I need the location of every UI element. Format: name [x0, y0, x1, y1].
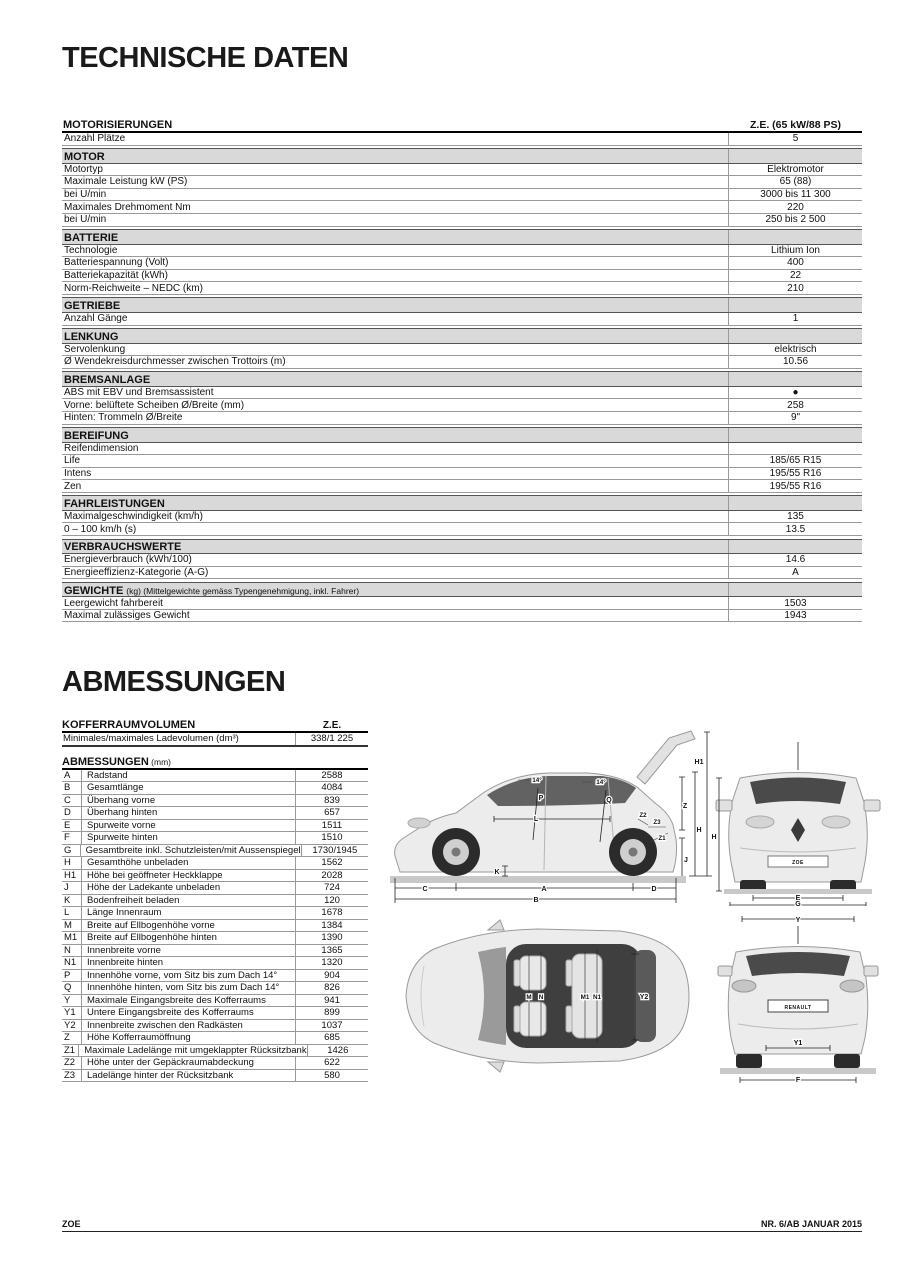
side-label-c: C — [422, 886, 428, 893]
section-value-cell — [728, 540, 862, 554]
section-value-cell — [728, 329, 862, 343]
spec-row — [62, 455, 862, 468]
spec-row-value — [728, 443, 862, 455]
taillight-left — [732, 980, 756, 992]
dimension-key: Z — [62, 1032, 82, 1044]
spec-row-label: bei U/min — [64, 214, 107, 226]
spec-row-label: Batteriekapazität (kWh) — [64, 270, 168, 282]
section-title: FAHRLEISTUNGEN — [64, 498, 165, 511]
side-label-l: L — [533, 816, 539, 823]
spec-row-label: Energieeffizienz-Kategorie (A-G) — [64, 566, 209, 578]
dimension-key: N — [62, 945, 82, 957]
spec-row-label: Motortyp — [64, 163, 103, 175]
spec-row-label: Vorne: belüftete Scheiben Ø/Breite (mm) — [64, 399, 245, 411]
dimension-label: Gesamtlänge — [87, 782, 144, 794]
spec-header-value: Z.E. (65 kW/88 PS) — [749, 119, 842, 131]
dimension-row-g — [62, 845, 368, 858]
section-header-verbrauchswerte — [62, 539, 862, 555]
dimension-label: Überhang hinten — [87, 807, 158, 819]
section-header-getriebe — [62, 297, 862, 313]
rear-window — [746, 952, 850, 976]
open-tailgate — [637, 731, 695, 784]
dimension-value: 2588 — [295, 770, 368, 782]
side-label-a: A — [541, 886, 547, 893]
dimension-value: 622 — [295, 1057, 368, 1069]
section-title: BREMSANLAGE — [64, 373, 151, 386]
dimension-key: D — [62, 807, 82, 819]
spec-row-value: 1943 — [728, 610, 862, 622]
spec-row-value: 195/55 R16 — [728, 480, 862, 492]
dimension-table-body — [62, 770, 368, 1083]
side-label-p: P — [538, 795, 544, 802]
ground-strip — [724, 889, 872, 894]
dimension-key: M1 — [62, 932, 82, 944]
dimension-value: 1510 — [295, 832, 368, 844]
dimension-row-a — [62, 770, 368, 783]
spec-row-value: 1 — [728, 313, 862, 325]
dimension-label: Höhe bei geöffneter Heckklappe — [87, 869, 223, 881]
spec-row-label: ABS mit EBV und Bremsassistent — [64, 387, 214, 399]
section-header-bereifung — [62, 427, 862, 443]
section-value-cell — [728, 372, 862, 386]
dimension-value: 2028 — [295, 870, 368, 882]
spec-row-label: Batteriespannung (Volt) — [64, 257, 169, 269]
dimension-row-f — [62, 832, 368, 845]
section-title: BATTERIE — [64, 231, 119, 244]
side-label-z2: Z2 — [639, 812, 647, 819]
spec-row-value: 210 — [728, 282, 862, 294]
dimension-label: Innenbreite zwischen den Radkästen — [87, 1019, 243, 1031]
top-label-n: N — [538, 994, 544, 1001]
top-label-y2: Y2 — [639, 994, 649, 1001]
rear-label-y: Y — [795, 917, 801, 924]
spec-row — [62, 399, 862, 412]
dimension-value: 4084 — [295, 782, 368, 794]
spec-row-label: Life — [64, 455, 81, 467]
side-label-z: Z — [682, 803, 688, 810]
dimension-label: Höhe der Ladekante unbeladen — [87, 882, 221, 894]
dimension-key: Z2 — [62, 1057, 82, 1069]
section-title: LENKUNG — [64, 330, 119, 343]
spec-row-label: Technologie — [64, 244, 118, 256]
spec-row — [62, 313, 862, 326]
spec-row-value: 185/65 R15 — [728, 455, 862, 467]
spec-row-label: Hinten: Trommeln Ø/Breite — [64, 412, 183, 424]
spec-row — [62, 480, 862, 493]
spec-row-value: 9" — [728, 412, 862, 424]
section-value-cell — [728, 428, 862, 442]
kofferraum-header-value: Z.E. — [322, 720, 342, 731]
dimension-label: Spurweite vorne — [87, 819, 156, 831]
spec-table — [62, 117, 862, 622]
spec-header-label: MOTORISIERUNGEN — [63, 119, 173, 131]
dimension-value: 941 — [295, 995, 368, 1007]
mirror-top-right — [488, 1062, 504, 1072]
side-label-k: K — [494, 869, 500, 876]
spec-row — [62, 201, 862, 214]
spec-table-header — [62, 117, 862, 133]
spec-row — [62, 344, 862, 357]
dimension-row-k — [62, 895, 368, 908]
section-header-text — [62, 327, 728, 345]
spec-row-label: 0 – 100 km/h (s) — [64, 523, 137, 535]
spec-row — [62, 468, 862, 481]
front-label-h: H — [711, 834, 717, 841]
dimension-key: H — [62, 857, 82, 869]
spec-row-label: Ø Wendekreisdurchmesser zwischen Trottoirs (m) — [64, 356, 286, 368]
dimension-label: Maximale Ladelänge mit umgeklappter Rücksitzbank — [84, 1044, 307, 1056]
spec-row — [62, 511, 862, 524]
dimension-row-z1 — [62, 1045, 368, 1058]
spec-row — [62, 164, 862, 177]
abmessungen-header — [62, 753, 368, 770]
dimension-key: L — [62, 907, 82, 919]
dimension-row-c — [62, 795, 368, 808]
spec-row-value: elektrisch — [728, 344, 862, 356]
dimension-key: Y2 — [62, 1020, 82, 1032]
dimension-row-m — [62, 920, 368, 933]
top-label-m: M — [526, 994, 532, 1001]
dimension-row-z3 — [62, 1070, 368, 1083]
rear-wheel-right — [834, 1054, 860, 1068]
car-rear-view-diagram — [704, 906, 892, 1086]
dimension-label: Breite auf Ellbogenhöhe vorne — [87, 919, 215, 931]
rear-label-y1: Y1 — [793, 1040, 803, 1047]
dimension-key: N1 — [62, 957, 82, 969]
spec-row-value: 135 — [728, 511, 862, 523]
dimension-value: 657 — [295, 807, 368, 819]
section-value-cell — [728, 583, 862, 597]
spec-row-value: Lithium Ion — [728, 245, 862, 257]
dimension-value: 580 — [295, 1070, 368, 1082]
spec-row — [62, 597, 862, 610]
ground-strip — [390, 876, 686, 883]
section-header-bremsanlage — [62, 371, 862, 387]
side-label-b: B — [533, 897, 539, 904]
headlight-side — [408, 818, 430, 828]
section-title: MOTOR — [64, 150, 105, 163]
dimension-value: 685 — [295, 1032, 368, 1044]
dimension-value: 826 — [295, 982, 368, 994]
dimension-label: Länge Innenraum — [87, 907, 162, 919]
dimension-label: Gesamtbreite inkl. Schutzleisten/mit Aussenspiegel — [85, 844, 301, 856]
front-label-e: E — [795, 895, 801, 902]
spec-row-label: bei U/min — [64, 189, 107, 201]
mirror-top-left — [488, 920, 504, 930]
spec-row — [62, 133, 862, 146]
dimension-row-n — [62, 945, 368, 958]
page-title-technische-daten: TECHNISCHE DATEN — [62, 42, 349, 74]
dimension-value: 1678 — [295, 907, 368, 919]
car-front-view-diagram — [710, 740, 886, 906]
dimension-key: G — [62, 845, 81, 857]
taillight-right — [840, 980, 864, 992]
spec-row-value: Elektromotor — [728, 164, 862, 176]
dimension-value: 1365 — [295, 945, 368, 957]
spec-row-value: 220 — [728, 201, 862, 213]
section-value-cell — [728, 496, 862, 510]
spec-row — [62, 567, 862, 580]
spec-row-label: Energieverbrauch (kWh/100) — [64, 554, 192, 566]
dimension-value: 839 — [295, 795, 368, 807]
spec-row-label: Maximalgeschwindigkeit (km/h) — [64, 511, 203, 523]
spec-row-label: Anzahl Plätze — [64, 133, 126, 145]
footer-issue-info: NR. 6/AB JANUAR 2015 — [760, 1219, 862, 1229]
side-label-z3: Z3 — [653, 819, 661, 826]
volume-row-label: Minimales/maximales Ladevolumen (dm³) — [63, 733, 239, 745]
section-header-gewichte — [62, 582, 862, 598]
dimension-key: C — [62, 795, 82, 807]
rear-wheel — [609, 828, 657, 876]
dimension-label: Gesamthöhe unbeladen — [87, 857, 189, 869]
dimension-label: Innenhöhe hinten, vom Sitz bis zum Dach 14° — [87, 982, 280, 994]
rear-plate-text: RENAULT — [784, 1005, 812, 1011]
dimension-key: Z3 — [62, 1070, 82, 1082]
dimension-row-y — [62, 995, 368, 1008]
spec-row — [62, 554, 862, 567]
spec-row-value: 5 — [728, 133, 862, 145]
dimension-key: A — [62, 770, 82, 782]
section-value-cell — [728, 230, 862, 244]
dimension-key: H1 — [62, 870, 82, 882]
dimension-value: 1511 — [295, 820, 368, 832]
spec-row — [62, 214, 862, 227]
mirror-left — [718, 966, 732, 976]
section-header-text — [62, 296, 728, 314]
dimension-row-y2 — [62, 1020, 368, 1033]
spec-row — [62, 610, 862, 623]
dimension-key: J — [62, 882, 82, 894]
dimension-value: 1384 — [295, 920, 368, 932]
side-label-q: Q — [606, 797, 612, 804]
dimension-row-p — [62, 970, 368, 983]
spec-row-label: Anzahl Gänge — [64, 313, 128, 325]
section-header-text — [62, 370, 728, 388]
section-header-text — [62, 426, 728, 444]
spec-row-value: 13.5 — [728, 523, 862, 535]
spec-row — [62, 412, 862, 425]
dimension-row-j — [62, 882, 368, 895]
dimension-key: E — [62, 820, 82, 832]
spec-row-label: Servolenkung — [64, 343, 126, 355]
spec-row-label: Intens — [64, 467, 92, 479]
dimension-label: Höhe unter der Gepäckraumabdeckung — [87, 1057, 254, 1069]
dimension-label: Ladelänge hinter der Rücksitzbank — [87, 1069, 234, 1081]
headlight-left — [746, 816, 774, 828]
car-top-view-diagram — [388, 908, 694, 1084]
spec-row-value: 3000 bis 11 300 — [728, 189, 862, 201]
spec-row — [62, 245, 862, 258]
abmessungen-header-note: (mm) — [148, 756, 171, 767]
front-label-g: G — [795, 901, 801, 906]
section-header-text — [62, 537, 728, 555]
dimension-value: 1562 — [295, 857, 368, 869]
ground-strip — [720, 1068, 876, 1074]
section-note: (kg) (Mittelgewichte gemäss Typengenehmigung, inkl. Fahrer) — [126, 585, 360, 596]
spec-row — [62, 270, 862, 283]
rear-label-f: F — [795, 1077, 801, 1084]
dimension-row-z — [62, 1032, 368, 1045]
headlight-right — [822, 816, 850, 828]
side-label-h: H — [696, 827, 702, 834]
spec-row — [62, 443, 862, 456]
spec-row — [62, 257, 862, 270]
spec-table-body — [62, 133, 862, 622]
section-header-text — [62, 581, 728, 599]
spec-row — [62, 356, 862, 369]
dimension-label: Breite auf Ellbogenhöhe hinten — [87, 932, 217, 944]
dimension-label: Innenhöhe vorne, vom Sitz bis zum Dach 14° — [87, 969, 278, 981]
dimension-label: Untere Eingangsbreite des Kofferraums — [87, 1007, 254, 1019]
mirror-left — [716, 800, 732, 811]
dimension-key: P — [62, 970, 82, 982]
section-value-cell — [728, 149, 862, 163]
dimension-value: 1037 — [295, 1020, 368, 1032]
dimension-key: Z1 — [62, 1045, 79, 1057]
side-label-deg-rear: 14° — [596, 779, 606, 786]
dimension-row-l — [62, 907, 368, 920]
kofferraum-header-label: KOFFERRAUMVOLUMEN — [62, 719, 196, 731]
spec-row-value: 250 bis 2 500 — [728, 214, 862, 226]
spec-row-label: Maximales Drehmoment Nm — [64, 201, 191, 213]
front-plate-text: ZOE — [792, 860, 804, 866]
spec-row-value: 400 — [728, 257, 862, 269]
dimension-value: 899 — [295, 1007, 368, 1019]
spec-row-label: Leergewicht fahrbereit — [64, 597, 163, 609]
spec-row — [62, 387, 862, 400]
dimension-key: B — [62, 782, 82, 794]
dimension-value: 904 — [295, 970, 368, 982]
dimension-label: Spurweite hinten — [87, 832, 158, 844]
spec-row — [62, 176, 862, 189]
dimension-value: 1320 — [295, 957, 368, 969]
section-header-text — [62, 228, 728, 246]
section-header-lenkung — [62, 328, 862, 344]
dimension-key: M — [62, 920, 82, 932]
windshield — [750, 778, 846, 805]
dimension-key: K — [62, 895, 82, 907]
side-label-h1: H1 — [694, 759, 704, 766]
dimension-value: 1426 — [307, 1045, 368, 1057]
section-title: GETRIEBE — [64, 300, 121, 313]
kofferraum-header — [62, 716, 368, 733]
dimension-row-q — [62, 982, 368, 995]
spec-row-label: Maximale Leistung kW (PS) — [64, 176, 188, 188]
spec-row-value: 14.6 — [728, 554, 862, 566]
dimension-label: Höhe Kofferraumöffnung — [87, 1032, 191, 1044]
section-title: VERBRAUCHSWERTE — [64, 541, 182, 554]
page-title-abmessungen: ABMESSUNGEN — [62, 666, 286, 698]
spec-row-label: Norm-Reichweite – NEDC (km) — [64, 282, 203, 294]
dimension-key: F — [62, 832, 82, 844]
dimension-row-z2 — [62, 1057, 368, 1070]
dimension-key: Y — [62, 995, 82, 1007]
abmessungen-header-title: ABMESSUNGEN — [62, 755, 149, 768]
dimension-row-m1 — [62, 932, 368, 945]
spec-row — [62, 282, 862, 295]
dimension-row-b — [62, 782, 368, 795]
spec-row-value: 10.56 — [728, 356, 862, 368]
dimension-label: Radstand — [87, 769, 128, 781]
spec-row-label: Zen — [64, 480, 82, 492]
footer-rule — [62, 1231, 862, 1232]
dimension-row-e — [62, 820, 368, 833]
section-header-text — [62, 494, 728, 512]
dimension-label: Innenbreite hinten — [87, 957, 164, 969]
top-label-m1: M1 — [580, 994, 590, 1001]
rear-wheel-left — [736, 1054, 762, 1068]
dimension-row-h — [62, 857, 368, 870]
spec-row-value: 22 — [728, 270, 862, 282]
mirror-right — [864, 966, 878, 976]
section-value-cell — [728, 298, 862, 312]
dimension-value: 1730/1945 — [301, 845, 368, 857]
section-header-text — [62, 147, 728, 165]
car-side-view-diagram — [386, 720, 717, 906]
dimension-label: Überhang vorne — [87, 794, 156, 806]
mirror-right — [864, 800, 880, 811]
spec-row-value: 1503 — [728, 597, 862, 609]
dimension-row-y1 — [62, 1007, 368, 1020]
dimension-row-n1 — [62, 957, 368, 970]
section-title: GEWICHTE — [64, 584, 124, 597]
spec-row-value: 195/55 R16 — [728, 468, 862, 480]
spec-row-value: 65 (88) — [728, 176, 862, 188]
spec-row — [62, 523, 862, 536]
section-header-fahrleistungen — [62, 495, 862, 511]
spec-row-label: Reifendimension — [64, 442, 139, 454]
volume-row-value: 338/1 225 — [295, 733, 368, 745]
side-label-d: D — [651, 886, 657, 893]
side-label-z1: Z1 — [658, 835, 666, 842]
dimension-label: Innenbreite vorne — [87, 944, 161, 956]
section-title: BEREIFUNG — [64, 429, 129, 442]
section-header-batterie — [62, 229, 862, 245]
dimension-row-h1 — [62, 870, 368, 883]
section-header-motor — [62, 148, 862, 164]
dimension-value: 724 — [295, 882, 368, 894]
dimension-label: Maximale Eingangsbreite des Kofferraums — [87, 994, 266, 1006]
spec-row-value: A — [728, 567, 862, 579]
spec-row-value: ● — [728, 387, 862, 399]
dimension-value: 120 — [295, 895, 368, 907]
dimension-label: Bodenfreiheit beladen — [87, 894, 180, 906]
top-label-n1: N1 — [592, 994, 602, 1001]
dimension-key: Y1 — [62, 1007, 82, 1019]
dimension-row-d — [62, 807, 368, 820]
dimension-value: 1390 — [295, 932, 368, 944]
spec-row-value: 258 — [728, 399, 862, 411]
dimension-table — [62, 716, 368, 1082]
abmessungen-header-label — [62, 756, 296, 768]
front-wheel — [432, 828, 480, 876]
volume-row — [62, 733, 368, 747]
side-label-j: J — [684, 857, 688, 864]
side-label-deg-front: 14° — [532, 777, 542, 784]
footer-model-name: ZOE — [62, 1219, 81, 1229]
spec-row-label: Maximal zulässiges Gewicht — [64, 610, 190, 622]
spec-row — [62, 189, 862, 202]
dimension-key: Q — [62, 982, 82, 994]
